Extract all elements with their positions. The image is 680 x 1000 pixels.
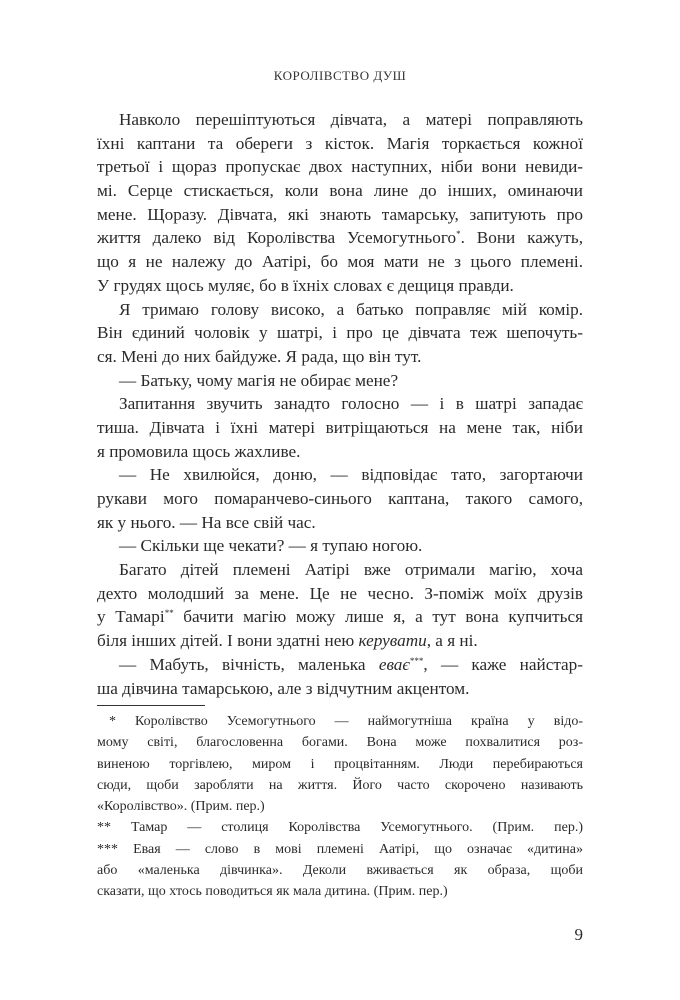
text-segment: що я не належу до Аатірі, бо моя мати не з цього племені. xyxy=(97,252,583,272)
text-line xyxy=(97,250,583,274)
text-line xyxy=(97,511,583,535)
text-line xyxy=(97,558,583,582)
text-line xyxy=(97,369,583,393)
text-line xyxy=(97,463,583,487)
footnote-marker: ** xyxy=(164,608,174,619)
text-segment: Багато дітей племені Аатірі вже отримали магію, хоча xyxy=(119,560,583,580)
text-segment: у Тамарі xyxy=(97,607,165,627)
text-segment: бачити магію можу лише я, а тут вона купчиться xyxy=(173,607,583,627)
footnote-line xyxy=(97,754,583,775)
text-line xyxy=(97,392,583,416)
text-line xyxy=(97,677,583,701)
text-line xyxy=(97,179,583,203)
text-segment: , а я ні. xyxy=(426,631,478,651)
text-segment: ша дівчина тамарською, але з відчутним акцентом. xyxy=(97,678,470,698)
text-line xyxy=(97,487,583,511)
text-segment: дехто молодший за мене. Це не чесно. З-поміж моїх друзів xyxy=(97,583,583,603)
page-number: 9 xyxy=(574,925,583,944)
footnote-divider xyxy=(97,705,205,706)
text-segment: біля інших дітей. І вони здатні нею xyxy=(97,631,359,651)
text-segment: , — каже найстар- xyxy=(423,654,583,674)
text-segment: їхні каптани та обереги з кісток. Магія торкається кожної xyxy=(97,133,583,153)
text-segment: «Королівство». (Прим. пер.) xyxy=(97,799,265,814)
footnote-line xyxy=(97,732,583,753)
text-segment: я промовила щось жахливе. xyxy=(97,441,301,461)
text-line xyxy=(97,226,583,250)
text-segment: — Батьку, чому магія не обирає мене? xyxy=(119,370,399,390)
text-segment: . Вони кажуть, xyxy=(460,228,583,248)
text-segment: ся. Мені до них байдуже. Я рада, що він тут. xyxy=(97,346,422,366)
text-segment: або «маленька дівчинка». Деколи вживається як образа, щоби xyxy=(97,862,583,878)
text-segment: — Не хвилюйся, доню, — відповідає тато, загортаючи xyxy=(119,465,583,485)
text-line xyxy=(97,534,583,558)
text-line xyxy=(97,629,583,653)
text-line xyxy=(97,274,583,298)
text-segment: третьої і щораз пропускає двох наступних, ніби вони невиди- xyxy=(97,157,583,177)
text-line xyxy=(97,108,583,132)
text-segment: як у нього. — На все свій час. xyxy=(97,512,316,532)
text-segment: сюди, щоби заробляти на життя. Його часто скорочено називають xyxy=(97,777,583,793)
text-segment: сказати, що хтось поводиться як мала дитина. (Прим. пер.) xyxy=(97,884,448,899)
footnote-line xyxy=(97,860,583,881)
text-segment: рукави мого помаранчево-синього каптана, такого самого, xyxy=(97,489,583,508)
text-line xyxy=(97,203,583,227)
text-line xyxy=(97,155,583,179)
text-line xyxy=(97,605,583,629)
text-segment: * Королівство Усемогутнього — наймогутніша країна у відо- xyxy=(109,714,583,729)
running-header: КОРОЛІВСТВО ДУШ xyxy=(273,68,407,83)
body-text xyxy=(97,108,583,700)
text-segment: життя далеко від Королівства Усемогутнього xyxy=(97,228,457,248)
text-line xyxy=(97,440,583,464)
footnotes xyxy=(97,711,583,902)
footnote-marker: *** xyxy=(409,655,424,666)
text-line xyxy=(97,345,583,369)
text-segment: *** Евая — слово в мові племені Аатірі, що означає «дитина» xyxy=(97,841,583,857)
text-line xyxy=(97,416,583,440)
footnote-line xyxy=(97,775,583,796)
text-segment: У грудях щось муляє, бо в їхніх словах є дещиця правди. xyxy=(97,275,514,295)
footnote-marker: * xyxy=(456,229,461,240)
text-segment: мому світі, благословенна богами. Вона може похвалитися роз- xyxy=(97,735,583,751)
footnote-line xyxy=(97,796,583,817)
text-segment: Навколо перешіптуються дівчата, а матері поправляють xyxy=(119,110,583,129)
text-segment: мене. Щоразу. Дівчата, які знають тамарську, запитують про xyxy=(97,204,583,224)
text-segment: Він єдиний чоловік у шатрі, і про це дівчата теж шепочуть- xyxy=(97,323,583,343)
text-segment: тиша. Дівчата і їхні матері витріщаються на мене так, ніби xyxy=(97,417,583,437)
text-line xyxy=(97,298,583,322)
text-segment: ** Тамар — столиця Королівства Усемогутнього. (Прим. пер.) xyxy=(97,820,583,836)
footnote-line xyxy=(97,817,583,838)
text-segment: мі. Серце стискається, коли вона лине до інших, оминаючи xyxy=(97,181,583,201)
text-segment: Запитання звучить занадто голосно — і в шатрі западає xyxy=(119,394,583,414)
text-segment: виненою торгівлею, миром і процвітанням. Люди перебираються xyxy=(97,756,583,772)
text-line xyxy=(97,132,583,156)
italic-text: еває xyxy=(378,654,410,674)
text-line xyxy=(97,653,583,677)
footnote-line xyxy=(97,711,583,732)
footnote-line xyxy=(97,839,583,860)
italic-text: керувати xyxy=(358,631,427,651)
text-segment: — Мабуть, вічність, маленька xyxy=(119,654,379,674)
footnote-line xyxy=(97,881,583,902)
text-line xyxy=(97,321,583,345)
text-line xyxy=(97,582,583,606)
text-segment: Я тримаю голову високо, а батько поправляє мій комір. xyxy=(119,299,583,319)
text-segment: — Скільки ще чекати? — я тупаю ногою. xyxy=(119,536,423,556)
